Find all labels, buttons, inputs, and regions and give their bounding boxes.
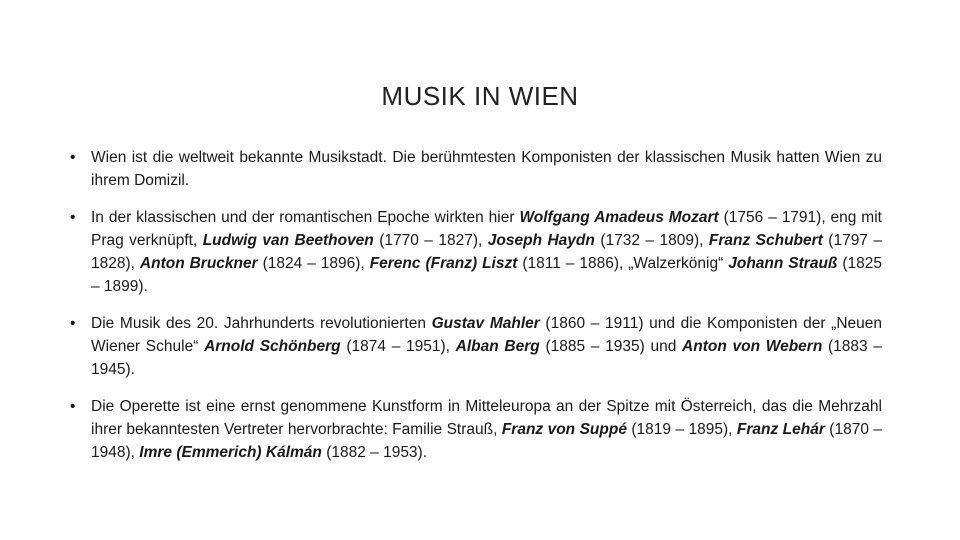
bullet-text: (1811 – 1886), „Walzerkönig“ <box>517 255 729 272</box>
bullet-text: Die Musik des 20. Jahrhunderts revolutionierten <box>91 315 432 332</box>
slide-title: MUSIK IN WIEN <box>381 81 579 112</box>
composer-name: Ferenc (Franz) Liszt <box>369 255 518 272</box>
bullet-text: (1825 – 1899). <box>91 255 882 295</box>
bullet-dot-icon: • <box>70 315 76 332</box>
composer-name: Anton Bruckner <box>139 255 258 272</box>
bullet-text: Die Operette ist eine ernst genommene Kunstform in Mitteleuropa an der Spitze mit Österreich, das die Mehrzahl ihrer bekanntesten Vertreter hervorbrachte: Familie Strauß, <box>91 398 882 438</box>
bullet-dot-icon: • <box>70 149 76 166</box>
bullet-text: (1870 – 1948), <box>91 421 882 461</box>
bullet-text: (1874 – 1951), <box>340 338 456 355</box>
bullet-text: Wien ist die weltweit bekannte Musikstadt. Die berühmtesten Komponisten der klassischen Musik hatten Wien zu ihrem Domizil. <box>91 149 882 189</box>
bullet-text: (1882 – 1953). <box>321 444 428 461</box>
composer-name: Franz Lehár <box>736 421 825 438</box>
bullet-text: (1883 – 1945). <box>91 338 882 378</box>
bullet-item <box>70 146 882 192</box>
composer-name: Imre (Emmerich) Kálmán <box>139 444 322 461</box>
bullet-item <box>70 395 882 464</box>
composer-name: Joseph Haydn <box>487 232 595 249</box>
composer-name: Franz von Suppé <box>501 421 627 438</box>
composer-name: Franz Schubert <box>708 232 823 249</box>
bullet-dot-icon: • <box>70 209 76 226</box>
bullet-item <box>70 206 882 298</box>
composer-name: Arnold Schönberg <box>204 338 341 355</box>
composer-name: Ludwig van Beethoven <box>202 232 374 249</box>
bullet-text: (1756 – 1791), eng mit Prag verknüpft, <box>91 209 882 249</box>
bullet-text: (1732 – 1809), <box>594 232 709 249</box>
composer-name: Gustav Mahler <box>431 315 540 332</box>
bullet-text: (1797 – 1828), <box>91 232 882 272</box>
bullet-text: (1860 – 1911) und die Komponisten der „Neuen Wiener Schule“ <box>91 315 882 355</box>
composer-name: Johann Strauß <box>728 255 838 272</box>
bullet-item <box>70 312 882 381</box>
bullet-list <box>70 146 882 478</box>
composer-name: Alban Berg <box>455 338 540 355</box>
bullet-text: In der klassischen und der romantischen Epoche wirkten hier <box>91 209 520 226</box>
bullet-dot-icon: • <box>70 398 76 415</box>
composer-name: Anton von Webern <box>682 338 823 355</box>
composer-name: Wolfgang Amadeus Mozart <box>519 209 719 226</box>
bullet-text: (1824 – 1896), <box>257 255 370 272</box>
bullet-text: (1885 – 1935) und <box>539 338 683 355</box>
bullet-text: (1819 – 1895), <box>626 421 737 438</box>
bullet-text: (1770 – 1827), <box>373 232 488 249</box>
